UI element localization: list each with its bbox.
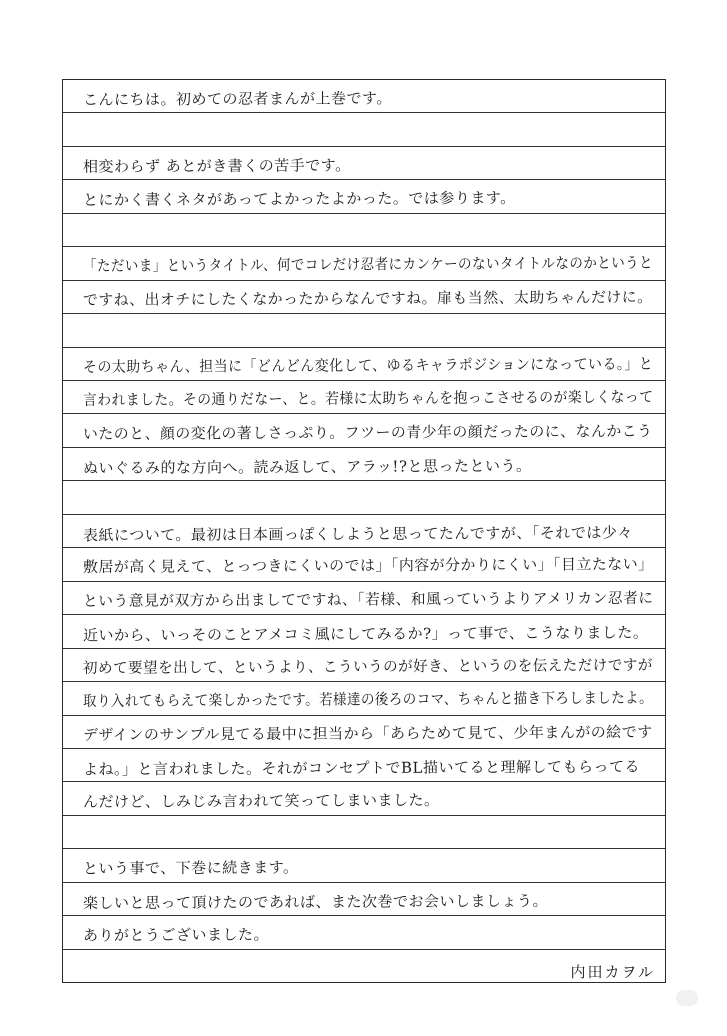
handwritten-text: 敷居が高く見えて、とっつきにくいのでは」「内容が分かりにくい」「目立たない」 — [82, 555, 654, 577]
ruled-line — [63, 849, 665, 882]
ruled-line — [63, 180, 665, 213]
ruled-line — [63, 481, 665, 514]
handwritten-text: 初めて要望を出して、というより、こういうのが好き、というのを伝えただけですが — [82, 655, 653, 677]
ruled-line — [63, 716, 665, 749]
ruled-line — [63, 916, 665, 949]
handwritten-text: 言われました。その通りだなー、と。若様に太助ちゃんを抱っこさせるのが楽しくなって — [82, 387, 654, 410]
ruled-line — [63, 348, 665, 381]
ruled-line — [63, 314, 665, 347]
handwritten-text: という事で、下巻に続きます。 — [82, 858, 299, 878]
ruled-line — [63, 515, 665, 548]
handwritten-text: 取り入れてもらえて楽しかったです。若様達の後ろのコマ、ちゃんと描き下ろしましたよ。 — [82, 688, 654, 711]
ruled-line — [63, 147, 665, 180]
handwritten-text: ですね、出オチにしたくなかったからなんですね。扉も当然、太助ちゃんだけに。 — [82, 287, 653, 309]
handwritten-text: いたのと、顔の変化の著しさっぷり。フツーの青少年の顔だったのに、なんかこう — [82, 421, 653, 443]
ruled-line — [63, 682, 665, 715]
ruled-line — [63, 749, 665, 782]
page-mark — [676, 990, 698, 1006]
handwritten-text: こんにちは。初めての忍者まんが上巻です。 — [82, 89, 392, 109]
ruled-line — [63, 113, 665, 146]
ruled-line — [63, 448, 665, 481]
ruled-line — [63, 649, 665, 682]
handwritten-text: ありがとうございました。 — [82, 925, 270, 945]
handwritten-text: 「ただいま」というタイトル、何でコレだけ忍者にカンケーのないタイトルなのかというと — [82, 253, 654, 276]
handwritten-text: という意見が双方から出ましてですね、「若様、和風っていうよりアメリカン忍者に — [82, 588, 654, 610]
ruled-line — [63, 548, 665, 581]
ruled-line — [63, 582, 665, 615]
handwritten-text: ぬいぐるみ的な方向へ。読み返して、アラッ!?と思ったという。 — [82, 456, 532, 478]
ruled-line — [63, 415, 665, 448]
ruled-line — [63, 247, 665, 280]
handwritten-text: 楽しいと思って頂けたのであれば、また次巻でお会いしましょう。 — [82, 891, 549, 913]
author-signature: 内田カヲル — [570, 962, 655, 981]
handwritten-text: デザインのサンプル見てる最中に担当から「あらためて見て、少年まんがの絵です — [82, 722, 653, 744]
letter-sheet — [62, 79, 666, 983]
ruled-line — [63, 782, 665, 815]
ruled-line — [63, 950, 665, 983]
ruled-line — [63, 883, 665, 916]
handwritten-text: とにかく書くネタがあってよかったよかった。では参ります。 — [82, 189, 516, 210]
handwritten-text: 相変わらず あとがき書くの苦手です。 — [82, 156, 351, 176]
ruled-line — [63, 816, 665, 849]
handwritten-text: んだけど、しみじみ言われて笑ってしまいました。 — [82, 791, 440, 812]
handwritten-text: 近いから、いっそのことアメコミ風にしてみるか?」って事で、こうなりました。 — [82, 623, 649, 645]
handwritten-text: 表紙について。最初は日本画っぽくしようと思ってたんですが、「それでは少々 — [82, 523, 633, 545]
ruled-line — [63, 281, 665, 314]
handwritten-text: よね。」と言われました。それがコンセプトでBL描いてると理解してもらってる — [82, 757, 641, 779]
ruled-line — [63, 381, 665, 414]
ruled-line — [63, 214, 665, 247]
ruled-line — [63, 615, 665, 648]
handwritten-text: その太助ちゃん、担当に「どんどん変化して、ゆるキャラポジションになっている。」と — [82, 354, 654, 376]
ruled-line — [63, 80, 665, 113]
